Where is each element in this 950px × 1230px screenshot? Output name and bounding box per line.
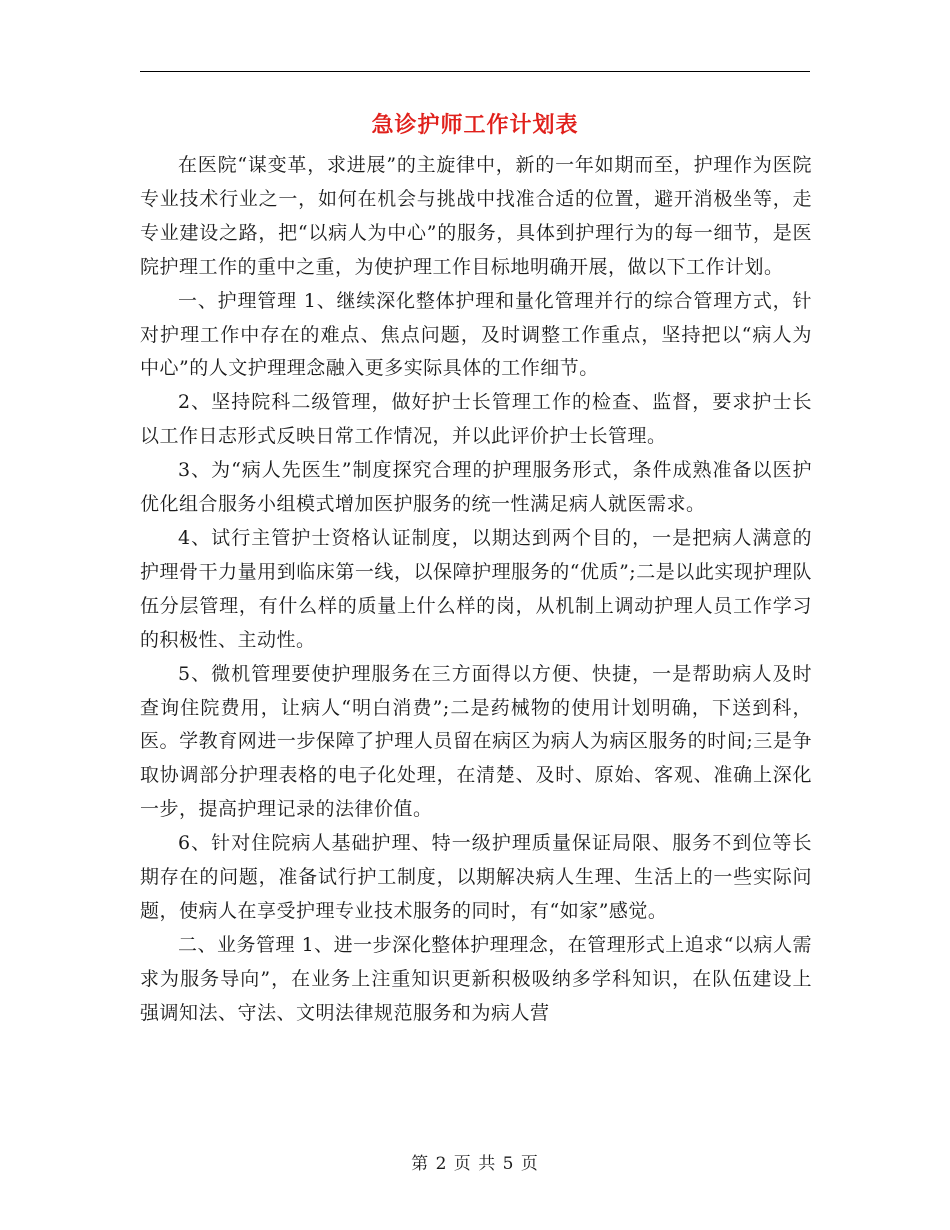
header-rule: [140, 71, 810, 72]
paragraph-nursing-management-5: 5、微机管理要使护理服务在三方面得以方便、快捷，一是帮助病人及时查询住院费用，让病人“明白消费”;二是药械物的使用计划明确，下送到科，医。学教育网进一步保障了护理人员留在病区为病人为病区服务的时间;三是争取协调部分护理表格的电子化处理，在清楚、及时、原始、客观、准确上深化一步，提高护理记录的法律价值。: [140, 662, 812, 821]
paragraph-nursing-management-4: 4、试行主管护士资格认证制度，以期达到两个目的，一是把病人满意的护理骨干力量用到临床第一线，以保障护理服务的“优质”;二是以此实现护理队伍分层管理，有什么样的质量上什么样的岗，从机制上调动护理人员工作学习的积极性、主动性。: [140, 526, 812, 651]
document-title: 急诊护师工作计划表: [371, 113, 579, 138]
paragraph-nursing-management-1: 一、护理管理 1、继续深化整体护理和量化管理并行的综合管理方式，针对护理工作中存在的难点、焦点问题，及时调整工作重点，坚持把以“病人为中心”的人文护理理念融入更多实际具体的工作细节。: [140, 289, 812, 380]
paragraph-business-management-1: 二、业务管理 1、进一步深化整体护理理念，在管理形式上追求“以病人需求为服务导向”，在业务上注重知识更新积极吸纳多学科知识，在队伍建设上强调知法、守法、文明法律规范服务和为病人营: [140, 933, 812, 1024]
paragraph-intro: 在医院“谋变革，求进展”的主旋律中，新的一年如期而至，护理作为医院专业技术行业之一，如何在机会与挑战中找准合适的位置，避开消极坐等，走专业建设之路，把“以病人为中心”的服务，具体到护理行为的每一细节，是医院护理工作的重中之重，为使护理工作目标地明确开展，做以下工作计划。: [140, 154, 812, 278]
document-body: [140, 149, 812, 1031]
paragraph-nursing-management-3: 3、为“病人先医生”制度探究合理的护理服务形式，条件成熟准备以医护优化组合服务小组模式增加医护服务的统一性满足病人就医需求。: [140, 459, 812, 516]
paragraph-nursing-management-2: 2、坚持院科二级管理，做好护士长管理工作的检查、监督，要求护士长以工作日志形式反映日常工作情况，并以此评价护士长管理。: [140, 391, 812, 448]
paragraph-nursing-management-6: 6、针对住院病人基础护理、特一级护理质量保证局限、服务不到位等长期存在的问题，准备试行护工制度，以期解决病人生理、生活上的一些实际问题，使病人在享受护理专业技术服务的同时，有“如家”感觉。: [140, 832, 812, 922]
page-number-footer: 第 2 页 共 5 页: [411, 1154, 539, 1174]
